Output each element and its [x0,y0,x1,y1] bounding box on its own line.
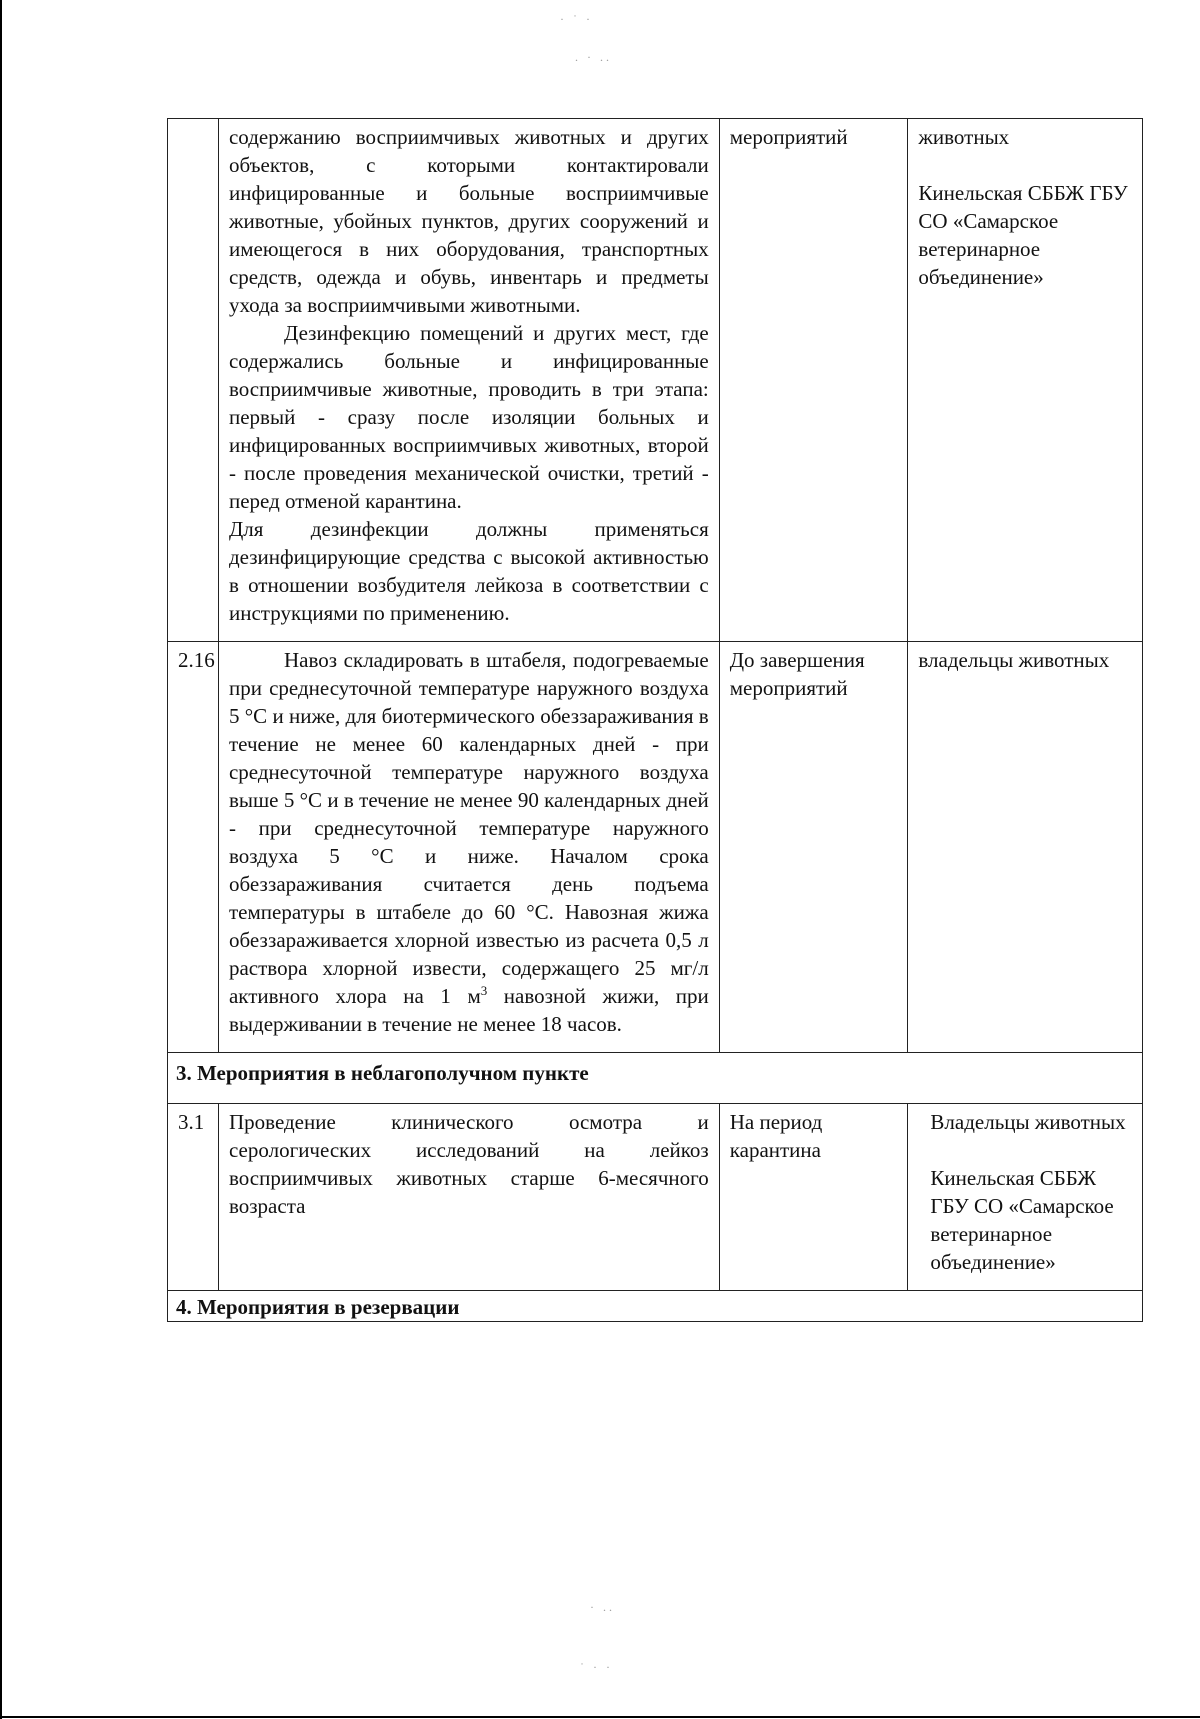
measure-term: мероприятий [719,119,908,642]
responsible-line: владельцы животных [918,648,1110,672]
measure-text [218,642,719,1053]
scan-noise: . · .. [575,50,612,64]
scan-noise: · ˙ · [560,12,593,26]
measure-text-part: навозной жижи, при выдерживании в течение не менее 18 часов. [228,984,709,1036]
table-row [168,642,1143,1053]
scan-noise: · .. [590,1600,615,1614]
section-heading-row [168,1053,1143,1104]
measure-term: До завершения мероприятий [719,642,908,1053]
measure-responsible [908,119,1143,642]
row-number: 3.1 [168,1104,219,1291]
measure-paragraph [229,646,709,1038]
responsible-line: животных [918,125,1010,149]
measure-responsible [908,642,1143,1053]
measure-paragraph: содержанию восприимчивых животных и других объектов, с которыми контактировали инфицированные и больные восприимчивые животные, убойных пунктов, других сооружений и имеющегося в них оборудования, транспортных средств, одежда и обувь, инвентарь и предметы ухода за восприимчивыми животными. [228,125,709,317]
scan-edge-left [0,0,2,1719]
row-number: 2.16 [168,642,219,1053]
measure-text-part: Навоз складировать в штабеля, подогреваемые при среднесуточной температуре наружного воздуха 5 °С и ниже, для биотермического обеззараживания в течение не менее 60 календарных дней - при среднесуточной температуре наружного воздуха выше 5 °С и в течение не менее 90 календарных дней - при среднесуточной температуре наружного воздуха 5 °С и ниже. Началом срока обеззараживания считается день подъема температуры в штабеле до 60 °С. Навозная жижа обеззараживается хлорной известью из расчета 0,5 л раствора хлорной извести, содержащего 25 мг/л активного хлора на 1 м [228,648,709,1008]
measure-paragraph: Дезинфекцию помещений и других мест, где содержались больные и инфицированные восприимчивые животные, проводить в три этапа: первый - сразу после изоляции больных и инфицированных восприимчивых животных, второй - после проведения механической очистки, третий - перед отменой карантина. [228,321,709,513]
measure-responsible [908,1104,1143,1291]
section-heading-row [168,1291,1143,1322]
row-number [168,119,219,642]
measure-paragraph: Проведение клинического осмотра и серологических исследований на лейкоз восприимчивых животных старше 6-месячного возраста [228,1110,709,1218]
measures-table [167,118,1143,1322]
section-title: 3. Мероприятия в неблагополучном пункте [168,1053,1143,1104]
responsible-line: Кинельская СББЖ ГБУ СО «Самарское ветеринарное объединение» [930,1166,1114,1274]
measure-term: На период карантина [719,1104,908,1291]
scan-edge-bottom [0,1716,1200,1718]
section-title: 4. Мероприятия в резервации [168,1291,1143,1322]
responsible-line: Кинельская СББЖ ГБУ СО «Самарское ветеринарное объединение» [918,181,1128,289]
superscript: 3 [480,983,488,998]
table-row [168,1104,1143,1291]
scan-noise: ˙ · · [580,1660,613,1674]
measure-paragraph: Для дезинфекции должны применяться дезинфицирующие средства с высокой активностью в отношении возбудителя лейкоза в соответствии с инструкциями по применению. [228,517,709,625]
table-row [168,119,1143,642]
responsible-line: Владельцы животных [930,1110,1126,1134]
measure-text [218,119,719,642]
measure-text [218,1104,719,1291]
